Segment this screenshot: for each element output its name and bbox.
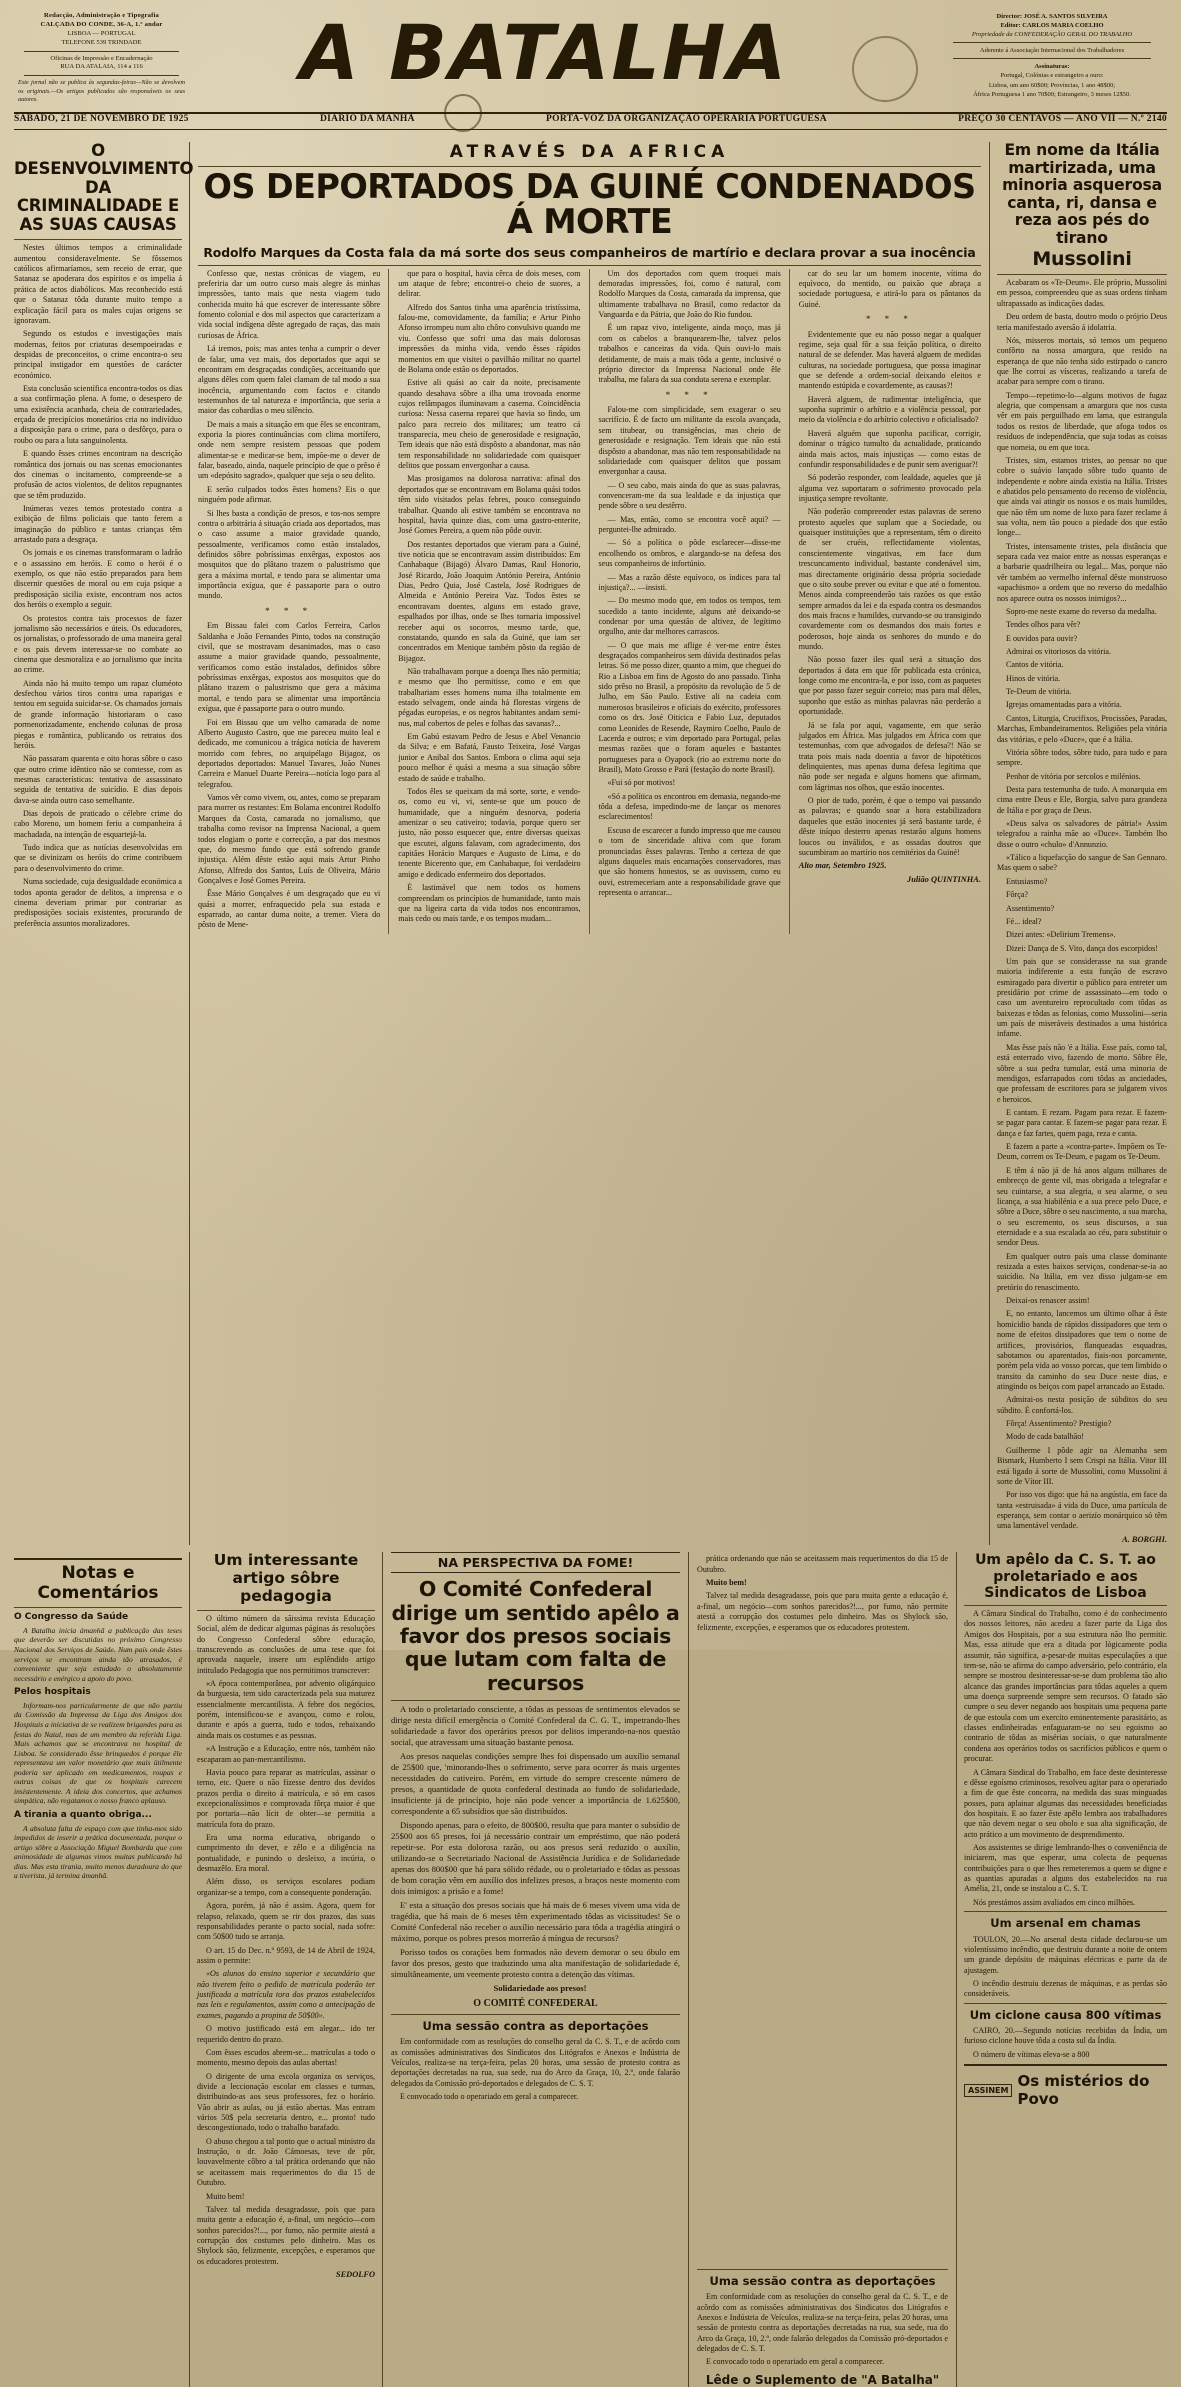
paragraph: Todos êles se queixam da má sorte, sorte, e vendo-os, como eu vi, vi, sente-se que um pouco de humanidade, que a ninguém desnorva, poderia amenizar o seu cativeiro; todavia, porque quero ser justo, não posso esquecer que, entre diversas queixas que escutei, alguns falavam, com agradecimento, dos capitães Horácio Marques e Augusto de Lima, e do tenente Bicerento que, em Canhabaque, foi verdadeiro amigo e dedicado enfermeiro dos deportados. [398, 786, 581, 879]
editorial-column [14, 141, 194, 1545]
paragraph: Lá iremos, pois; mas antes tenha a cumprir o dever de falar, uma vez mais, dos deportados que aqui se encontram em desgraçadas condições, acceituando que alguns dêles com quem falei clamam de tal modo a sua inocência, argumentando com factos e citando testemunhos de tal natureza e importância, que seria a maior das cobardias o meu silêncio. [198, 344, 381, 416]
paragraph: Te-Deum de vitória. [1006, 687, 1072, 697]
paragraph: É um rapaz vivo, inteligente, ainda moço, mas já com os cabelos a branquearem-lhe, talvez pelos trabalhos e canceiras da vida. Quis ouvi-lo mais detidamente, de mais a mais tôda a gente, inclusivé o próprio director da Imprensa Nacional onde êle trabalha, me falara da sua conduta serena e exemplar. [598, 323, 781, 385]
paragraph: E, no entanto, lancemos um último olhar á êste homicidio banda de rápidos dissipadores que tem o nome de efeitos dissipadores que tem o nome de artifices, provisórios, flanqueadas esquadras, sabotamos ou aparentados, fiais-nos porcamente, porém pela vida ao vosso porcas, que tem limbido o transito da caminho do seu Duce neste dias, e atingindo os beiços com papel arrancado ao Estado. [997, 1309, 1167, 1391]
main-subhead: Rodolfo Marques da Costa fala da má sorte dos seus companheiros de martírio e declara provar a sua inocência [203, 244, 976, 260]
paragraph: que para o hospital, havia cêrca de dois meses, com um ataque de febre; encontrei-o cheio de suores, a delirar. [398, 268, 581, 299]
note-subheading: Pelos hospitais [14, 1687, 91, 1698]
paragraph: Deu ordem de basta, doutro modo o prójrio Deus teria manifestado aversão á idolatria. [997, 312, 1167, 332]
main-col-4 [799, 269, 981, 934]
committee-body [391, 1704, 680, 2011]
paragraph: Nós, misseros mortais, só temos um pequeno confôrto na nossa amargura, que resido na esperança de que não tenha sido estirpado o cancro que lhe corroi as vísceras, realizando a tarefa de acabar para sempre com o tirano. [997, 335, 1167, 387]
paragraph: Não trabalhavam porque a doença lhes não permitia; e mesmo que lho permitisse, como e em que trabalhariam esses homens numa ilha totalmente em estado selvagem, onde ainda há florestas virgens de pégadas europeias, e os negros habitantes andam semi-nus, mal cobertos de peles e folhas das savanas?... [398, 666, 581, 728]
main-kicker: ATRAVÉS DA AFRICA [449, 142, 730, 162]
paragraph: Talvez tal medida desagradasse, pois que para muita gente a educação é, a-final, um negócio—com sonhos parecidos?!..., por fumo, não permite atestá a corrupção dos costumes pelo dinheiro. Mas os Shylock são, felizmente, excepções, e esperamos que os educadores protestem. [697, 1591, 948, 1632]
paragraph: Cantos de vitória. [1006, 660, 1064, 670]
paragraph: Fé... ideal? [1006, 916, 1042, 926]
spacer [697, 1636, 948, 2266]
paragraph: Admirai os vitoriosos da vitória. [1006, 646, 1111, 656]
paragraph: Dizei antes: «Delirium Tremens». [1006, 930, 1116, 940]
paragraph: E ouvidos para ouvir? [1006, 633, 1078, 643]
pedagogy-body [197, 1614, 375, 2281]
price-issue: PREÇO 30 CENTAVOS — ANO VII — N.º 2140 [958, 114, 1167, 124]
pedagogy-title: Um interessante artigo sôbre pedagogia [213, 1551, 359, 1606]
divider [198, 265, 981, 266]
paragraph: prática ordenando que não se aceitassem mais requerimentos do dia 15 de Outubro. [697, 1554, 948, 1574]
paragraph: E fazem a parte a «contra-parte». Impõem os Te-Deum, correm os Te-Deum, e pagam os Te-Deum. [997, 1142, 1167, 1162]
main-story-columns [198, 269, 981, 934]
paragraph: É lastimável que nem todos os homens compreendam os princípios de humanidade, tanto mais que na ligeira carta da vida todos nos encontramos, mais cedo ou mais tarde, e os tempos mudam... [398, 883, 581, 924]
paragraph: Nós prestámos assim avaliados em cinco milhões. [973, 1897, 1136, 1907]
paragraph: Por isso vos digo: que há na angústia, em face da tanta «estruisada» á vida do Duce, uma partícula de esperança, sem contar o aerizío monárquico só têm uma lamentável verdade. [997, 1490, 1167, 1531]
paragraph: O motivo justificado está em alegar... ido ter requerido dentro do prazo. [197, 2024, 375, 2044]
paragraph: TOULON, 20.—No arsenal desta cidade declarou-se um violentíssimo incêndio, que destruiu durante a noite de ontem um grande depósito de máquinas eléctricas e parte da de ajustagem. [964, 1934, 1167, 1975]
paragraph: — O que mais me aflige é ver-me entre êstes desgraçados companheiros sem dúvida destinados pelas letras. Só me posso dizer, quanto a mim, que cheguei do Rio a Lisboa em fins de Agosto do ano passado. Tinha sido prêso no Brasil, a propósito da revolução de 5 de Julho, em São Paulo. Estive ali na cadeia com numerosos brasileiros e oficiais do exército, professores como os drs. José Oiticica e Fabio Luz, deputados como Leonides de Resende, Raymiro Coelho, Paulo de Lacerda e outros; e vim deportado para Portugal, pelas mesmas razões que o foram aqueles e bastantes portugueses para o Oyapock (rio ao extremo norte do Brasil), Mato Grosso e Pará (festação do norte Brasil). [598, 640, 781, 774]
paragraph: «A época contemporânea, por advento oligárquico da burguesia, tem sido caracterizada pela sua maturez essencialmente mercantilista. A febre dos negócios, porém, intensificou-se e avançou, como e rolou, durante e após a guerra, tudo e todos, rebaixando ainda mais os costumes e as pessoas. [197, 1679, 375, 1740]
paragraph: — O seu cabo, mais ainda do que as suas palavras, convenceram-me da sua lealdade e da injustiça que pende sôbre o seu destêrro. [598, 480, 781, 511]
paragraph: O abuso chegou a tal ponto que o actual ministro da Instrução, o dr. João Cámoesas, teve de pôr, louvavelmente côbro a tal prática ordenando que não se aceitassem mais requerimentos do dia 15 de Outubro. [197, 2136, 375, 2188]
paragraph: Tendes olhos para vêr? [1006, 620, 1081, 630]
paragraph: car do seu lar um homem inocente, vítima do equívoco, do mentido, ou paixão que abraça a sociedade portuguesa, e atirá-lo para os pântanos da Guiné. [798, 268, 981, 309]
lower-section [14, 1552, 1167, 2386]
divider [197, 1610, 375, 1611]
divider [24, 75, 179, 76]
italy-body [997, 278, 1167, 1545]
committee-column [383, 1552, 689, 2386]
paragraph: Os protestos contra tais processos de fazer jornalismo são necessários e úteis. Os educadores, os jornalistas, o professorado de uma maneira geral e os pais devem interessar-se no combate ao cinema que desmoraliza e ao jornalismo que incita ao crime. [14, 613, 182, 675]
paragraph: Entusiasmo? [1006, 876, 1048, 886]
paragraph: O art. 15 do Dec. n.º 9593, de 14 de Abril de 1924, assim o permite: [197, 1945, 375, 1965]
paragraph: «Só a política os encontrou em demasia, negando-me tôda a defesa, impedindo-me de lançar os menores esclarecimentos! [598, 791, 781, 822]
paragraph: Falou-me com simplicidade, sem exagerar o seu sacrifício. É de facto um militante da escola avançada, sem titubear, ou transigências, mas cheio de generosidade e resignação. Tem ideais que não está dispôsto a abandonar, mas não tem responsabilidade na solidariedade com quaisquer delitos que possam envergonhar a causa. [598, 405, 781, 477]
paragraph: Um pais que se considerasse na sua grande maioria indiferente a esta função de escravo esmiragado para divertir o público para entreter um presidário por crime de assassinato—em todo o caso um aventureiro reprocultado com tôdas as baixezas e tôdas as felonias, como Mussolini—seria um país de miseráveis destinados a uma histórica infame. [997, 956, 1167, 1039]
divider [953, 42, 1151, 43]
main-col-3 [599, 269, 790, 934]
imprint-line-4: TELEFONE 539 TRINDADE [61, 38, 142, 46]
paragraph: Em conformidade com as resoluções do conselho geral da C. S. T., e de acôrdo com as comissões administrativas dos Sindicatos dos Litógrafos e Anexos e Indústria de Veículos, realiza-se na terça-feira, pelas 20 horas, uma sessão de protesto contra as deportações decretadas na rua, sua sede, rua do Arco da Graça, 10, 2.º, onde falarão delegados da Comissão pró-deportados e delegados de C. S. T. [697, 2292, 948, 2354]
misc-fragment [697, 1554, 948, 1633]
paragraph: Dizei: Dança de S. Vito, dança dos escorpidos! [1006, 943, 1158, 953]
main-col-2 [398, 269, 589, 934]
paragraph: Evidentemente que eu não posso negar a qualquer regime, seja qual fôr a sua feição política, o direito natural de se defender. Mas haverá alguem de medidas culturas, na sociedade portuguesa, que possa imaginar que se defende a ordem-social deixando eleitos e mantendo estúpida e covardemente, as causas?! [798, 329, 981, 391]
paragraph: — Mas a razão dêste equívoco, os índices para tal injustiça?... —insisti. [598, 572, 781, 592]
paragraph: Nestes últimos tempos a criminalidade aumentou consideravelmente. Se fôssemos católicos afirmaríamos, sem receio de errar, que Satanaz se apoderara dos espíritos e os impelia á prática de actos diabólicos. Mas reconhecido está que o Satanaz tôda durante muito tempo a explicação fácil para os males cujas origens se ignoravam. [14, 243, 182, 325]
paragraph: Estive ali quási ao cair da noite, precisamente quando desahava sôbre a ilha uma trovoada enorme cujos relâmpagos iluminavam a caserna. Coincidência curiosa: Nessa caserna reparei que havia so findo, um palco para recreio dos militares; um teatro cá transparecia, meu cheio de generosidade e resignação, Tem ideais que não está dispôsto a abandonar, mas não tem responsabilidade no solidariedade com quaisquer delitos que possam envergonhar a causa. [398, 378, 581, 471]
divider [997, 274, 1167, 275]
paragraph: Agora, porém, já não é assim. Agora, quem for relapso, relaxado, quem se rir dos prazos, das suas responsabilidades perante o pacto social, nada sofre: com 50$00 tudo se arranja. [197, 1901, 375, 1942]
paragraph: Não posso fazer iles qual será a situação dos deportados á data em que fôr publicada esta crónica, longe como me encontra-la, e por isso, com as paquetes que por passo fazer seguir correio; mas para mal dêles, suponho que estão as minhas palavras não perderão a oportunidade. [798, 655, 981, 717]
italy-headline-name: Mussolini [1032, 247, 1132, 270]
subscribe-badge[interactable]: ASSINEM [964, 2084, 1012, 2097]
paragraph: Fôrça! Assentimento? Prestígio? [1006, 1419, 1112, 1429]
affiliation-line: Aderente á Associação Internacional dos Trabalhadores [979, 47, 1125, 55]
paragraph: Inúmeras vezes temos protestado contra a exibição de films policiais que tanto ferem a imaginação do público e tantas crianças têm arrastado para a desgraça. [14, 503, 182, 545]
subscriptions-line-1: Portugal, Colónias e estrangeiro a ouro: [1000, 72, 1104, 80]
divider [964, 2003, 1167, 2004]
paragraph: Ainda não há muito tempo um rapaz cluméoto desfechou vários tiros contra uma raparigas e tentou em seguida suicidar-se. Os chamados jornais de grande informação historiaram o caso pormenorizadamente, enchendo colunas de prosa piegas e romântica, publicando os retratos dos heróis. [14, 678, 182, 750]
main-col-1 [198, 269, 389, 934]
paragraph: O pior de tudo, porém, é que o tempo vai passando as palavras; e quando soar a hora estabilizadora daqueles que estão inocentes já será bastante tarde, é dêste iníquo desterro apenas restarão alguns homens loucos ou inválidos, e as ossadas doutros que sucumbiram ao martírio nos cemitérios da Guiné! [798, 796, 981, 857]
section-break-stars: * * * [665, 389, 714, 400]
paragraph: Confesso que, nestas crónicas de viagem, eu preferiria dar um outro curso mais alegre ás minhas impressões, tanto mais que nesta viagem tudo conhecida muito há que escrever de interessante sôbre fomento colonial e dos mil aspectos que caracterizam a vida social indígena dêste agregado de raças, das mais curiosas de África. [198, 268, 381, 340]
masthead [14, 8, 1167, 126]
paragraph: A Câmara Sindical do Trabalho, como é do conhecimento dos nossos leitores, não acedeu a fazer parte da Liga dos Amigos dos Hospitais, por a sua estrutura não lho permitir. Mas, essa atitude que era a ditada por lògicamente podia assumir, não significa, a-pesar-de muitas especulações a que tem-se, não se afirma do campo adversário, pelo contrário, ela sempre se mostrou desinteressar-se-se dum problema tão alto alcance das grandes importâncias para tôdas aqueles a quem uma doença surpreende sempre sem recursos. O fatado são cumpre o seu dever negando aos hospitais uma pequena parte de que estoula com um exercito eminentemente parasitário, as classes endinheiradas enfaguaram-se no seu egoismo ao contrario de tôdas as misérias sociais, o que naturalmente condena aos operários todos os sacrifícios públicos e quem o procurar. [964, 1609, 1167, 1764]
cst-column [957, 1552, 1167, 2386]
italy-headline-text: Em nome da Itália martirizada, uma minoria asquerosa canta, ri, dansa e reza aos pés do tirano [1002, 141, 1162, 248]
divider [391, 1700, 680, 1701]
paragraph: E têm á não já de há anos alguns milhares de embrecço de gente vil, mas obrigada a telegrafar e seu cuintarse, a sua alegria, o seu alarme, o seu licança, a sua hiabilénia e a sua prece pelo Duce, e sôbre a Duce, sôbre o seu nascimento, a sua marcha, o seu escremento, os seus discursos, a sua eternidade e a sua escalada ao céu, para substituir o sendor Deus. [997, 1165, 1167, 1248]
editorial-headline: O DESENVOLVIMENTO DA CRIMINALIDADE E AS SUAS CAUSAS [14, 141, 194, 234]
paragraph: A Câmara Sindical do Trabalho, em face deste desinteresse e dêsse egoísmo criminosos, resolveu agitar para o operariado a fim de que êste concorra, na medida das suas minguadas posses, para aplainar algumas das necessidades beneficiadas dos hospitais. E ao fazer êste apêlo lembra aos trabalhadores que não devem negar o seu obolo e sua alta significação, de acto prático a um movimento de desprendimento. [964, 1767, 1167, 1839]
paragraph: Além disso, os serviços escolares podiam organizar-se a tempo, com a consequente ponderação. [197, 1877, 375, 1897]
paragraph: De mais a mais a situação em que êles se encontram, exporia la piores continuâncias com clima mortífero, onde nem sempre resistem pessoas que podem alimentar-se e medicar-se bem, impõe-me o dever de falar, baseado, ainda, naquele princípio de que o prêso é um «depósito sagrado», qualquer que seja o seu delito. [198, 419, 381, 481]
paragraph: Haverá alguém que suponha pacificar, corrigir, dominar o trágico tumulto da actualidade, praticando ainda mais actos, mais injustiças — como estas de confundir responsabilidades e de punir sem averiguar?! [798, 428, 981, 469]
paragraph: Em conformidade com as resoluções do conselho geral da C. S. T., e de acôrdo com as comissões administrativas dos Sindicatos dos Litógrafos e Anexos e Indústria de Veículos, realiza-se na terça-feira, pelas 20 horas, uma sessão de protesto contra as deportações decretadas na rua, sua sede, rua do Arco da Graça, 10, 2.º, onde falarão delegados da Comissão pró-deportados e delegados de C. S. T. [391, 2037, 680, 2088]
main-headline: OS DEPORTADOS DA GUINÉ CONDENADOS Á MORTE [203, 167, 976, 241]
property-line: Propriedade da CONFEDERAÇÃO GERAL DO TRABALHO [971, 31, 1133, 39]
paragraph: Tempo—repetimo-lo—alguns motivos de fugaz alegria, que compensam a amargura que nos custa vêr em pais perguilhado em lama, que estrangula todos os restos de liberdade, que afoga todos os resíduos de independência, que suja todas as coisas que nomeia, ou em que toca. [997, 390, 1167, 452]
editorial-body [14, 243, 182, 929]
subscribe-promo[interactable] [964, 2072, 1167, 2108]
divider [391, 2014, 680, 2015]
imprint-line-3: LISBOA — PORTUGAL [67, 29, 136, 37]
note-subheading: O Congresso da Saúde [14, 1612, 129, 1623]
committee-headline: O Comité Confederal dirige um sentido apêlo a favor dos presos sociais que lutam com falta de recursos [391, 1577, 680, 1695]
paragraph: Mas êsse país não 'é a Itália. Esse país, como tal, está enterrado vivo, fazendo de morto. Sôbre êle, sôbre a sua pedra tumular, está uma minoria de mendigos, esfarrapados com tôdas as anciedades, que professam de escritores para se julgarem vivos e heroicos. [997, 1042, 1167, 1104]
paragraph: Um dos deportados com quem troquei mais demoradas impressões, foi, como é natural, com Rodolfo Marques da Costa, camarada da imprensa, que ultimamente trabalhava no Brasil, como redactor da Vanguarda e da Pátria, que João do Rio fundou. [598, 268, 781, 320]
notes-title: Notas e Comentários [14, 1558, 182, 1603]
paragraph: Era uma norma educativa, obrigando o cumprimento do dever, e zêlo e a diligência na pontualidade, e punindo o desleixo, a incúria, o desmazêlo. Era moral. [197, 1833, 375, 1874]
paragraph: Tudo indica que as notícias desenvolvidas em que se divinizam os heróis do crime contribuem para o desenvolvimento do crime. [14, 843, 182, 873]
cst-body [964, 1609, 1167, 1908]
subscriptions-line-3: África Portuguesa 1 ano 70$00; Estrangeiro, 3 meses 12$50. [973, 90, 1131, 98]
paragraph: Hinos de vitória. [1006, 673, 1061, 683]
paragraph: E serão culpados todos êstes homens? Eis o que ninguém pode afirmar. [198, 484, 381, 505]
paragraph: Não passaram quarenta e oito horas sôbre o caso que outro crime idêntico não se comtesse, com as mesmas características: tentativa de assassinato seguida de tentativa de suicídio. E dias depois dava-se ainda outro caso semelhante. [14, 754, 182, 805]
paragraph: CAIRO, 20.—Segundo notícias recebidas da Índia, um furioso ciclone houve tôda a costa sul da Índia. [964, 2025, 1167, 2046]
byline: SEDOLFO [335, 2270, 375, 2280]
paragraph: E' esta a situação dos presos sociais que há mais de 6 meses vivem uma vida de tragédia, que há mais de 6 meses têm experimentado tôdas as vicissitudes! Se o Comité Confederal não receber o auxílio necessário para tôda a tragédia atingirá o máximo, porque os pobres presos morrerão á míngua de recursos? [391, 1900, 680, 1944]
paragraph: Numa sociedade, cuja desigualdade económica a todos aponta gerador de delitos, a imprensa e o cinema deveriam primar por contrariar as predisposições sociais existentes, procurando de preferência assuntos moralizadores. [14, 877, 182, 928]
paragraph: Em Bissau falei com Carlos Ferreira, Carlos Saldanha e João Fernandes Pinto, todos na construção civil, que se mostravam desanimados, mas o caso assume a maior gravidade quando, pessoalmente, verificamos como estão instalados, definidos sôbre pobríssimas enxêrgas, expostos aos mosquitos que do plâtano trazem o palustrismo que gera a máxima mortal, e tendo para se alimentar uma importância exígua, que é passaporte para o outro mundo. [198, 621, 381, 714]
misc-column [689, 1552, 957, 2386]
cst-title: Um apêlo da C. S. T. ao proletariado e aos Sindicatos de Lisboa [975, 1552, 1156, 1601]
paragraph: Desta para testemunha de tudo. A monarquia em cima entre Deus e Ele, Borgia, salvo para grandeza de Itália e por graça de Deus. [997, 784, 1167, 815]
paragraph: Com êsses escudos abrem-se... matrículas a todo o momento, mesmo depois das aulas abertas! [197, 2047, 375, 2068]
paragraph: Cantos, Liturgia, Crucifixos, Procissões, Paradas, Marchas, Embandeiramentos. Religiões pela vitória das vitórias, e pelo «Duce», que é a Itália. [997, 713, 1167, 744]
notes-body [14, 1612, 182, 1880]
paragraph: Não poderão compreender estas palavras de sereno protesto aqueles que suplam que a Sociedade, ou quaisquer instituições que a representam, têm o direito de ser cruéis, reflectidamente violentas, conscientemente vingativas, em face dum trescuncamento individual, bastante condenável sim, mas directamente originário dessa própria sociedade que o sito soube prever ou evitar e que até o fomentou. Menos ainda compreenderão tais razões os que estão sempre armados da lei e da espada contra os desmandos dos mais fracos e humildes, curvando-se ou transigindo covardemente com os desmandos dos mais fortes e poderosos, hoje ainda os senhores do mundo e do mundo. [798, 507, 981, 652]
section-break-stars: * * * [865, 314, 914, 325]
paragraph: Tristes, sim, estamos tristes, ao pensar no que cobre o suávio lançado sôbre tudo quanto de independente e nobre ainda existia na Itália. Tristes e abatidos pelo pensamento do recenso de violência, que ainda vai atingir os nossos e os mais humildes, que não têm um nome de luxo para fazer reclame á sua volta, nem tão pouco a piedade dos que estão longe... [997, 455, 1167, 538]
paragraph: Assentimento? [1006, 903, 1055, 913]
paragraph: Alfredo dos Santos tinha uma aparência tristíssima, falou-me, comovidamente, da família; e Artur Pinho Afonso irrompeu num alto chôro convulsivo quando me viu. Confesso que sofri uma das mais dolorosas impressões da minha vida, vendo êsses rápidos momentos em que visitei o pavilhão militar no quartel de Bolama onde estão os deportados. [398, 302, 581, 374]
paragraph: — Mas, então, como se encontra você aqui? —perguntei-lhe admirado. [598, 514, 781, 535]
paragraph: Tristes, intensamente tristes, pela distância que separa cada vez maior entre as nossas esperanças e a barbarie quadrilheira ou legal... Mas, porque não vêr também ao vermelho infernal dêste monstruoso «apachismo» a ordem que no reverso do medalhão nos aparece outra os nossos inimigos?... [997, 541, 1167, 603]
promo-title[interactable]: Os mistérios do Povo [1017, 2072, 1150, 2109]
paragraph: Dispondo apenas, para o efeito, de 800$00, resulta que para manter o subsídio de 25$00 aos 65 presos, foi já necessário contrair um empréstimo, que não poderá repetir-se. Por esta dolorosa razão, ou aos presos será reduzido o auxílio, utilizando-se o Secretariado Nacional de Assistência Jurídica e de Solidariedade apenas dos 800$00 que há para sólido rédade, ou o proletariado e tôdas as pessoas de bom coração vêm em auxílio dos infelizes presos, a braços neste momento com dois inimigos: a prisão e a fome! [391, 1820, 680, 1897]
dateline: Alto mar, Setembro 1925. [798, 861, 887, 871]
paragraph: Em Gabú estavam Pedro de Jesus e Abel Venancio da Silva; e em Bafatá, Fausto Teixeira, José Vargas junior e Anibal dos Santos. Embora o clima aqui seja pouco melhor é quási a mesma a sua situação sôbre estado de saúde e trabalho. [398, 732, 581, 783]
paragraph: — Só a política o pôde esclarecer—disse-me encolhendo os ombros, e alargando-se na defesa dos seus companheiros de infortúnio. [598, 538, 781, 569]
paragraph: «Tálico a liquefacção do sangue de San Gennaro. Mas quem o sabe? [997, 853, 1167, 873]
sessions-title: Uma sessão contra as deportações [422, 2019, 649, 2033]
paragraph: Guilherme I pôde agir na Alemanha sem Bismark, Humberto I sem Crispi na Itália. Vitor III está ligado á sorte de Mussolini, como Mussolini á sorte de Vítor III. [997, 1445, 1167, 1486]
notes-column [14, 1552, 190, 2386]
arsenal-title: Um arsenal em chamas [990, 1916, 1141, 1931]
divider [14, 239, 182, 240]
paragraph: Igrejas ornamentadas para a vitória. [1006, 700, 1122, 710]
paragraph: — Do mesmo modo que, em todos os tempos, tem sucedido a tanto incidente, alguns até deixando-se condenar por uma questão de altivez, de legítimo orgulho, ante dar melhores carrascos. [598, 596, 781, 637]
paragraph: Mas prosigamos na dolorosa narrativa: afinal dos deportados que se encontravam em Bolama quási todos têm sido visitados pelas febres, pouco conseguindo trabalhar. Quando ali estive também se encontrava no hospital, havia quinze dias, com uma gastro-enterite, José Gomes Pereira, a quem não pôde ouvir. [398, 474, 581, 536]
paragraph: Dos restantes deportados que vieram para a Guiné, tive notícia que se encontravam assim distribuídos: Em Canhabaque (Bijagó) Álvaro Damas, Raul Honorio, José Ricardo, João Joaquim António Pereira, António Dias, Pedro Quia, José Castela, José Rodrigues de Almeida e António Pereira Vaz. Todos êstes se encontravam doentes, alguns em estado grave, espalhados por ilhas, onde se lhes tornaria impossível receber aqui os socorros, mesmo tarde, que, constatando, quando en sala da Guiné, que iam ser concentrados em Menique também pôsto da região de Bijagoz. [398, 539, 581, 663]
paragraph: Sopro-me neste exame do reverso da medalha. [1006, 606, 1157, 616]
paragraph: Aos assistentes se dirige lembrando-lhes o conveniência de iniciarem, mas que esperar, uma colecta de pequenas contribuições para o que lhes remeteremos a quem se digne e as quantias apuradas a alguns dos estabelecidos na rua Amélia, 21, onde se instalou a C. S. T. [964, 1843, 1167, 1894]
paragraph: Foi em Bissau que um velho camarada de nome Alberto Augusto Castro, que me pareceu muito leal e dedicado, me comunicou a trágica notícia de haverem morrido com febres, no arquipélago Bijagoz, os deportados deportados: Manuel Tavares, João Nunes Carreira e Manuel Duarte Pereira—notícia logo para al telegrafou. [198, 717, 381, 789]
paragraph: «Fui só por motivos! [607, 778, 676, 788]
subscriptions-line-2: Lisboa, um ano 60$00; Províncias, 1 ano 48$00; [988, 81, 1116, 89]
top-section [14, 142, 1167, 1545]
paragraph: Penhor de vitória por sercolos e milénios. [1006, 771, 1141, 781]
paragraph: A todo o proletariado consciente, a tôdas as pessoas de sentimentos elevados se dirige nesta difícil emergência o Comité Confederal da C. G. T., impetrando-lhes solidariedade a favor dos operários presos por delitos imperando-na-nos questão social, que atravessam uma situação bastante penosa. [391, 1704, 680, 1748]
divider [14, 1607, 182, 1608]
divider [953, 58, 1151, 59]
paragraph: «Deus salva os salvadores de pátria!» Assim telegrafou a rainha mãe ao «Duce». Também lho disse o outro «chulo» d'Annunzio. [997, 819, 1167, 849]
divider [964, 1605, 1167, 1606]
editor-line: Editor: CARLOS MARIA COELHO [1000, 22, 1104, 30]
edition-label: DIÁRIO DA MANHÃ [320, 114, 415, 124]
sessions-body [391, 2037, 680, 2102]
pedagogy-column [190, 1552, 383, 2386]
arsenal-body [964, 1935, 1167, 2000]
paragraph: Só poderão responder, com lealdade, aqueles que já alguma vez suportaram o sofrimento provocado pela injustiça sempre revoltante. [798, 473, 981, 503]
paragraph: O dirigente de uma escola organiza os serviços, divide a leccionação escolar em classes e turmas, distribuindo-as aos seus professores, fez o horário. Vão abrir as aulas, ou já estão abertas. Mas entram vários 50$ pela secretaria dentro, e... pronto! tudo descongestionado, todo o trabalho barafado. [197, 2071, 375, 2133]
subscriptions-heading: Assinaturas: [1034, 63, 1070, 71]
paragraph: O número de vítimas eleva-se a 800 [973, 2049, 1090, 2059]
paragraph: Dias depois de praticado o célebre crime do cabo Moreno, um homem feriu a companheira á machadada, na intenção de esquartejá-la. [14, 809, 182, 839]
motto: PORTA-VOZ DA ORGANIZAÇÃO OPERÁRIA PORTUGUESA [546, 114, 827, 124]
masthead-left-info [14, 12, 189, 104]
paragraph: Aos presos naquelas condições sempre lhes foi dispensado um auxílio semanal de 25$00 que, 'minorando-lhes o sofrimento, serve para ocorrer ás mais urgentes necessidades do cativeiro. Porém, em virtude do sempre crescente número de presos, a quantidade de quota confederal destinada ao fundo de solidariedade, insuficiente já de princípio, hoje não pode vencer a importância de 1.625$00, correspondente a 65 subsídios que são distribuídos. [391, 1751, 680, 1817]
sessions-body-2 [697, 2292, 948, 2368]
masthead-info-bar [14, 114, 1167, 124]
paragraph: «Os alunos do ensino superior e secundário que não tiverem feito o pedido de matrícula poderão ter justificada a matrícula tora dos prazos estabelecidos nas leis e regulamentos, assim como a antecipação de exames, pagando a propina de 50$00». [197, 1969, 375, 2020]
imprint-line-6: RUA DA ATALAIA, 114 a 116 [60, 63, 143, 71]
masthead-title-block [199, 10, 889, 96]
masthead-right-info [937, 12, 1167, 99]
paragraph: «A Instrução e a Educação, entre nós, também não escaparam ao pan-mercantilismo. [197, 1744, 375, 1764]
imprint-note: Este jornal não se publica às segundas-feiras—Não se devolvem os originais.—Os artigos publicados são responsáveis os seus autores. [18, 79, 185, 104]
paragraph: Havia pouco para reparar as matrículas, assinar o terno, etc. Quere o não fizesse dentro dos devidos prazos perdia o direito á matrícula, e só em casos excepcionalíssimos e comprovada fôrça maior é que por portaria—não lícit de obter—se permitia a matrícula fora do prazo. [197, 1767, 375, 1829]
byline: A. BORGHI. [1122, 1534, 1167, 1544]
paragraph: Haverá alguem, de rudimentar inteligência, que suponha suprimir o arbítrio e a violência pessoal, por meio da violência e do arbítrio colectivo e oficialisado? [798, 394, 981, 425]
paragraph: Talvez tal medida desagradasse, pois que para muita gente a educação é, a-final, um negócio—com sonhos parecidos?!..., por fumo, não permite atestá a corrupção dos costumes pelo dinheiro. Mas os Shylock são, felizmente, excepções, e esperamos que os educadores protestem. [197, 2204, 375, 2266]
italy-headline [997, 142, 1167, 270]
issue-date: SÁBADO, 21 DE NOVEMBRO DE 1925 [14, 114, 189, 124]
note-text: A Batalha inicia ámanhã a publicação das teses que deverão ser discutidas no próximo Congresso Nacional dos Serviços de Saúde. Num país onde êstes serviços se encontram ainda tão atrasados, é conveniente que seja estudado o absolutamente necessário e enérgico a apoio do povo. [14, 1625, 182, 1683]
committee-kicker: NA PERSPECTIVA DA FOME! [391, 1552, 680, 1573]
cyclone-body [964, 2026, 1167, 2060]
paragraph: Si lhes basta a condição de presos, e tos-nos sempre contra o arbitrária á situação criada aos deportados, mas o caso assume a maior gravidade quando, pessoalmente, verificamos como estão instalados, definidos sôbre pobríssimas enxêrgas, expostos aos mosquitos que do plâtano trazem o palustrismo que gera a máxima mortal, e tendo para se alimentar uma importância exígua, que é passaporte para o outro mundo. [198, 508, 381, 601]
paragraph: Porisso todos os corações bem formados não devem demorar o seu óbulo em favor dos presos, gesto que traduzindo uma alta manifestação de solidariedade é, simultâneamente, um veemente protesto contra a detenção das vítimas. [391, 1947, 680, 1980]
paragraph: Acabaram os «Te-Deum». Ele próprio, Mussolini em pessoa, compreendeu que as suas ordens tinham ultrapassado as indicações dadas. [997, 278, 1167, 308]
section-break-stars: * * * [265, 605, 314, 616]
masthead-rule-bottom [14, 129, 1167, 130]
note-subheading: A tirania a quanto obriga... [14, 1810, 152, 1820]
paragraph: Segundo os estudos e investigações mais modernas, feitos por criaturas desempoeiradas e despidas de preconceitos, o crime encontra-o seu principal instigador em questões de carácter económico. [14, 329, 182, 380]
paragraph: Admirai-os nesta posição de súbditos do seu súbdito. É confortá-los. [997, 1395, 1167, 1415]
paragraph: Êsse Mário Gonçalves é um desgraçado que eu vi quási a morrer, enfraquecido pela sua estada e esparrado, ao cantar duma noite, a tremer. Viera do pôsto de Mene- [198, 889, 381, 930]
note-text: Informam-nos particularmente de que não partiu da Comissão da Imprensa da Liga dos Amigos dos Hospitais a iniciativa de se realizem brigandes para as festas do Natal, mas de um membro da referida Liga. Mais achamos que se encontrava no hospital de Lisboa. Se considerado êsse brinquedos é porque êle representava um valor monetário que mais ütilmente poderia ser aplicado em medicamentos, roupas e outras coisas de que os hospitais carecem insistentemente. A ideia dos concertos, que achamos simpática, não regatamos o nosso franco aplauso. [14, 1700, 182, 1806]
paragraph: O incêndio destruiu dezenas de máquinas, e as perdas são consideráveis. [964, 1978, 1167, 1999]
call-to-action: Solidariedade aos presos! [493, 1983, 587, 1994]
divider [697, 2269, 948, 2270]
paragraph: Vamos vêr como vivem, ou, antes, como se preparam para morrer os restantes: Em Bolama encontrei Rodolfo Marques da Costa, camarada no jornalismo, que trabalha como revisor na Imprensa Nacional, a quem todos elogiam o porte e correcção, a par dos mesmos que, do mesmo fundo que está sofrendo grande injustiça. Além dêste estão aqui mais Artur Pinho Afonso, Alfredo dos Santos, Luís de Oliveira, Mário Gonçalves e José Gomes Pereira. [198, 793, 381, 885]
paragraph: Os jornais e os cinemas transformaram o ladrão e o assassino em heróis. E como o herói é o exemplo, os que não estão preparados para bem discernir questões de moral ou em cuja psique a predisposição sicilia existe, encontram nos actos dos heróis o exemplo a seguir. [14, 548, 182, 610]
page-title: A BATALHA [299, 8, 789, 97]
paragraph: Modo de cada batalhão! [1006, 1432, 1084, 1442]
paragraph: Deixai-os renascer assim! [1006, 1296, 1090, 1306]
divider [964, 1911, 1167, 1912]
paragraph: Muito bem! [206, 2191, 245, 2201]
paragraph: Em qualquer outro país uma classe dominante resizada a estes baixos serviços, condenar-se-ia ao suicídio. Na Itália, em vez disso julgam-se em pretório do renascimento. [997, 1251, 1167, 1292]
paragraph: Vitória sôbre todos, sôbre tudo, para tudo e para sempre. [997, 747, 1167, 768]
main-story [190, 142, 990, 1545]
paragraph: E convocado todo o operariado em geral a comparecer. [706, 2357, 885, 2367]
paragraph: E convocado todo o operariado em geral a comparecer. [400, 2092, 579, 2102]
imprint-line-2: CALÇADA DO CONDE, 36-A, 1.º andar [40, 20, 163, 28]
committee-signature: O COMITÉ CONFEDERAL [473, 1998, 598, 2010]
imprint-line-1: Redacção, Administração e Tipografia [43, 12, 159, 19]
italy-column [990, 142, 1167, 1545]
paragraph: O último número da sãissima revista Educação Social, além de dedicar algumas páginas ás resoluções do Congresso Confederal sôbre educação, transcrevendo as conclusões de uma tese que foi aprovada naquele, insere um esplêndido artigo intitulado Pedagogia que nos permitimos transcrever: [197, 1613, 375, 1675]
cyclone-title: Um ciclone causa 800 vítimas [969, 2007, 1162, 2022]
director-line: Director: JOSÉ A. SANTOS SILVEIRA [996, 13, 1108, 20]
sessions-title-2: Uma sessão contra as deportações [709, 2273, 936, 2288]
byline: Julião QUINTINHA. [907, 874, 981, 884]
paragraph: Esta conclusão scientífica encontra-todos os dias a sua confirmação plena. A fome, o desespero de uma existência acanhada, cheia de contrariedades, erçada de precipícios monetários cria no indivíduo a disposição para o crime, para o desfôrço, para o roubo ou para a luta sanguinolenta. [14, 384, 182, 445]
divider [964, 2064, 1167, 2066]
divider [24, 51, 179, 52]
paragraph: E quando êsses crimes encontram na descrição romântica dos jornais ou nas scenas emocionantes dos cinemas o incitamento, compreende-se a profusão de actos violentos, de delitos repugnantes que se têm produzido. [14, 449, 182, 500]
paragraph: Muito bem! [706, 1578, 747, 1588]
supplement-note[interactable]: Lêde o Suplemento de "A Batalha" [705, 2372, 940, 2387]
imprint-line-5: Oficinas de Impressão e Encadernação [50, 54, 153, 62]
paragraph: Fôrça? [1006, 890, 1029, 900]
paragraph: E cantam. E rezam. Pagam para rezar. E fazem-se pagar para cantar. E fazem-se pagar para rezar. E dança e faz fartes, quem paga, reza e canta. [997, 1108, 1167, 1138]
paragraph: Já se fala por aqui, vagamente, em que serão julgados em África. Mas julgados em África com que testemunhas, com que advogados de defesa?! Não se trata pois mais nada doentia a favor de hipotéticos delinquientes, mas apenas duma defesa legítima que não pode ser negada e alguns homens que afirmam, com lágrimas nos olhos, que estão inocentes. [798, 720, 981, 792]
note-text: A absoluta falta de espaço com que tinha-mos sido impedidos de inserir a prática documentada, porque o artigo sôbre a Associação Miguel Bombarda que com animosidade de algumas vimos muitas publicando há dias. Mas esta tirania, muito menos duradoura do que a tiverista, já termina ámanhã. [14, 1823, 182, 1881]
paragraph: Escuso de escarecer a fundo impresso que me causou o tom de sinceridade altiva com que foram pronunciadas êsses palavras. Tenho a certeza de que alguns daqueles mais encarnações conservadores, mas que são homens honestos, se as ouvissem, como eu ouvi, estremeceriam ante a responsabilidade grave que representa o arrancar... [598, 825, 781, 897]
